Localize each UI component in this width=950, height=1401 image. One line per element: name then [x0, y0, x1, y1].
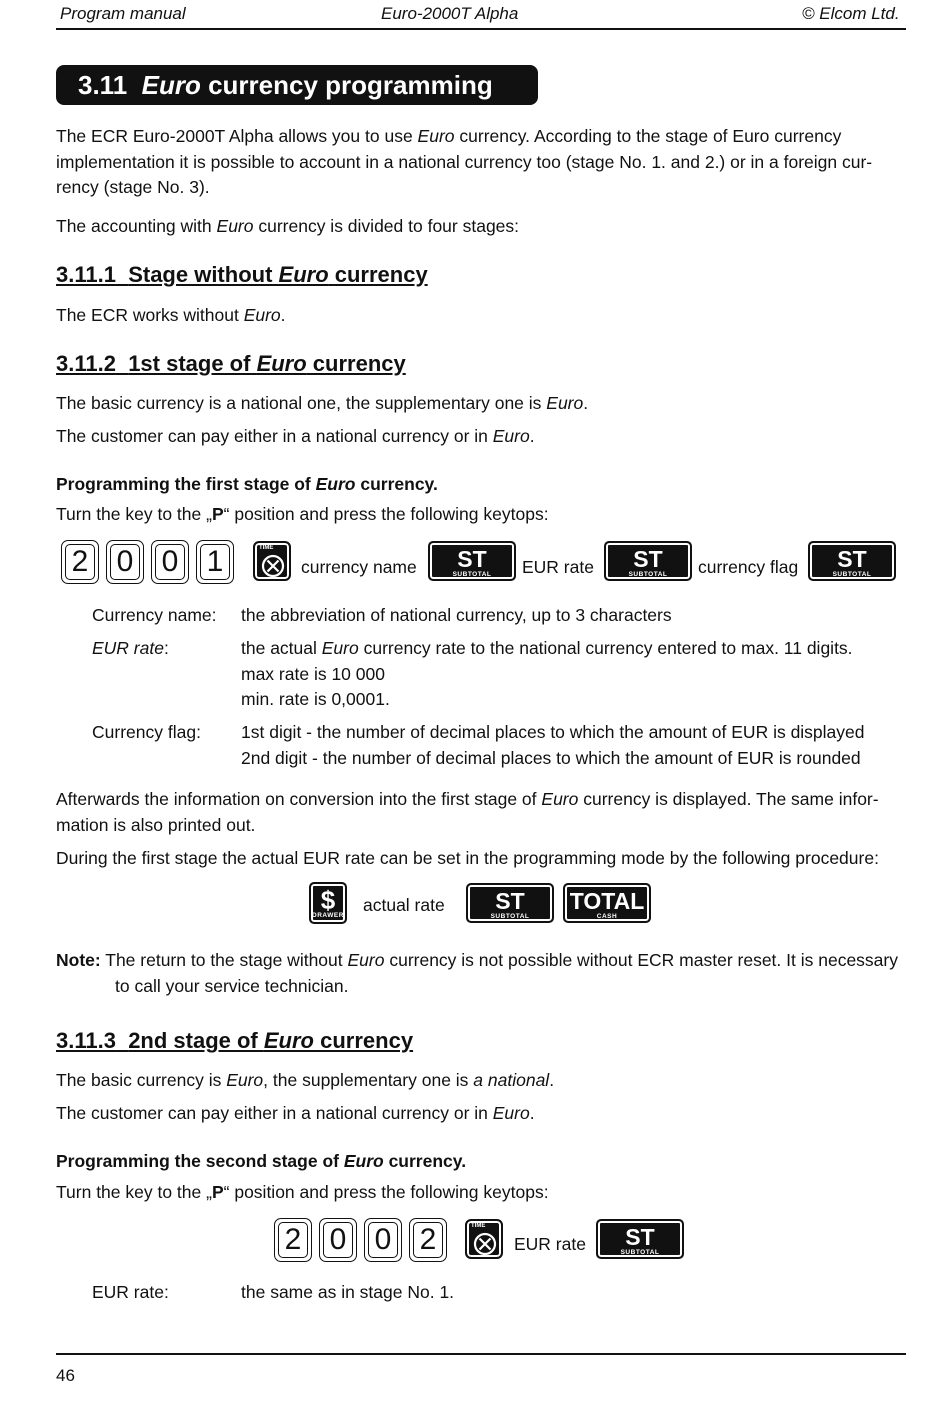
digit-key: 2 — [278, 1222, 308, 1258]
st-subtotal-key: ST SUBTOTAL — [808, 541, 896, 581]
st-subtotal-key: ST SUBTOTAL — [466, 883, 554, 923]
header-rule — [56, 28, 906, 30]
heading-3-11-1: 3.11.1 Stage without Euro currency — [56, 262, 428, 287]
digit-key: 0 — [323, 1222, 353, 1258]
st-subtotal-key: ST SUBTOTAL — [428, 541, 516, 581]
seq-eur-rate: EUR rate — [522, 557, 594, 577]
x-circle-icon — [473, 1232, 497, 1256]
header-left: Program manual — [60, 4, 186, 23]
stage2-programming-heading: Programming the second stage of Euro currency. — [56, 1151, 467, 1171]
stage1-line-2: The customer can pay either in a national currency or in Euro. — [56, 426, 535, 446]
dollar-drawer-key: $ DRAWER — [309, 882, 347, 924]
section-title-rest: currency programming — [208, 70, 493, 100]
stage2-turn-key: Turn the key to the „P“ position and press the following keytops: — [56, 1182, 549, 1202]
seq-actual-rate: actual rate — [363, 895, 445, 915]
time-key: TIME — [465, 1219, 503, 1259]
footer-rule — [56, 1353, 906, 1355]
def-currency-name-text: the abbreviation of national currency, up to 3 characters — [241, 605, 672, 625]
during-paragraph: During the first stage the actual EUR rate can be set in the programming mode by the following procedure: — [56, 848, 879, 868]
heading-3-11-2: 3.11.2 1st stage of Euro currency — [56, 351, 406, 376]
st-subtotal-key: ST SUBTOTAL — [604, 541, 692, 581]
def-currency-flag-label: Currency flag: — [92, 722, 201, 742]
total-cash-key: TOTAL CASH — [563, 883, 651, 923]
stage1-programming-heading: Programming the first stage of Euro currency. — [56, 474, 438, 494]
stage2-line-2: The customer can pay either in a national currency or in Euro. — [56, 1103, 535, 1123]
section-number: 3.11 — [78, 70, 128, 100]
stage2-line-1: The basic currency is Euro, the supplementary one is a national. — [56, 1070, 555, 1090]
st-subtotal-key: ST SUBTOTAL — [596, 1219, 684, 1259]
afterwards-paragraph: Afterwards the information on conversion into the first stage of Euro currency is displayed. The same infor-mation is also printed out. — [56, 789, 879, 835]
note-continuation: to call your service technician. — [115, 976, 349, 996]
header-center: Euro-2000T Alpha — [381, 4, 519, 23]
digit-key: 1 — [200, 544, 230, 580]
digit-key: 2 — [413, 1222, 443, 1258]
seq-currency-name: currency name — [301, 557, 417, 577]
page-number: 46 — [56, 1366, 75, 1385]
stage2-def-eur-rate-label: EUR rate: — [92, 1282, 169, 1302]
intro-paragraph-1: The ECR Euro-2000T Alpha allows you to use Euro currency. According to the stage of Euro currency implementation it is possible to account in a national currency too (stage No. 1. and 2.) or in a foreign cur-rency (stage No. 3). — [56, 126, 873, 197]
intro-paragraph-2: The accounting with Euro currency is divided to four stages: — [56, 216, 520, 236]
digit-key: 0 — [368, 1222, 398, 1258]
stage-without-text: The ECR works without Euro. — [56, 305, 286, 325]
def-eur-rate-text: the actual Euro currency rate to the national currency entered to max. 11 digits. max rate is 10 000 min. rate is 0,0001. — [241, 638, 853, 709]
stage1-turn-key: Turn the key to the „P“ position and press the following keytops: — [56, 504, 549, 524]
note-paragraph: Note: The return to the stage without Euro currency is not possible without ECR master reset. It is necessary — [56, 950, 898, 970]
stage2-def-eur-rate-text: the same as in stage No. 1. — [241, 1282, 455, 1302]
heading-3-11-3: 3.11.3 2nd stage of Euro currency — [56, 1028, 414, 1053]
seq-currency-flag: currency flag — [698, 557, 799, 577]
stage1-line-1: The basic currency is a national one, the supplementary one is Euro. — [56, 393, 589, 413]
def-currency-name-label: Currency name: — [92, 605, 217, 625]
section-title-euro: Euro — [141, 70, 201, 100]
def-currency-flag-text: 1st digit - the number of decimal places to which the amount of EUR is displayed 2nd digit - the number of decimal places to which the amount of EUR is rounded — [241, 722, 865, 768]
digit-key: 0 — [110, 544, 140, 580]
digit-key: 0 — [155, 544, 185, 580]
section-title — [56, 65, 538, 105]
seq-eur-rate-2: EUR rate — [514, 1234, 586, 1254]
digit-key: 2 — [65, 544, 95, 580]
x-circle-icon — [261, 554, 285, 578]
header-right: © Elcom Ltd. — [802, 4, 900, 23]
time-key: TIME — [253, 541, 291, 581]
def-eur-rate-label: EUR rate: — [92, 638, 169, 658]
